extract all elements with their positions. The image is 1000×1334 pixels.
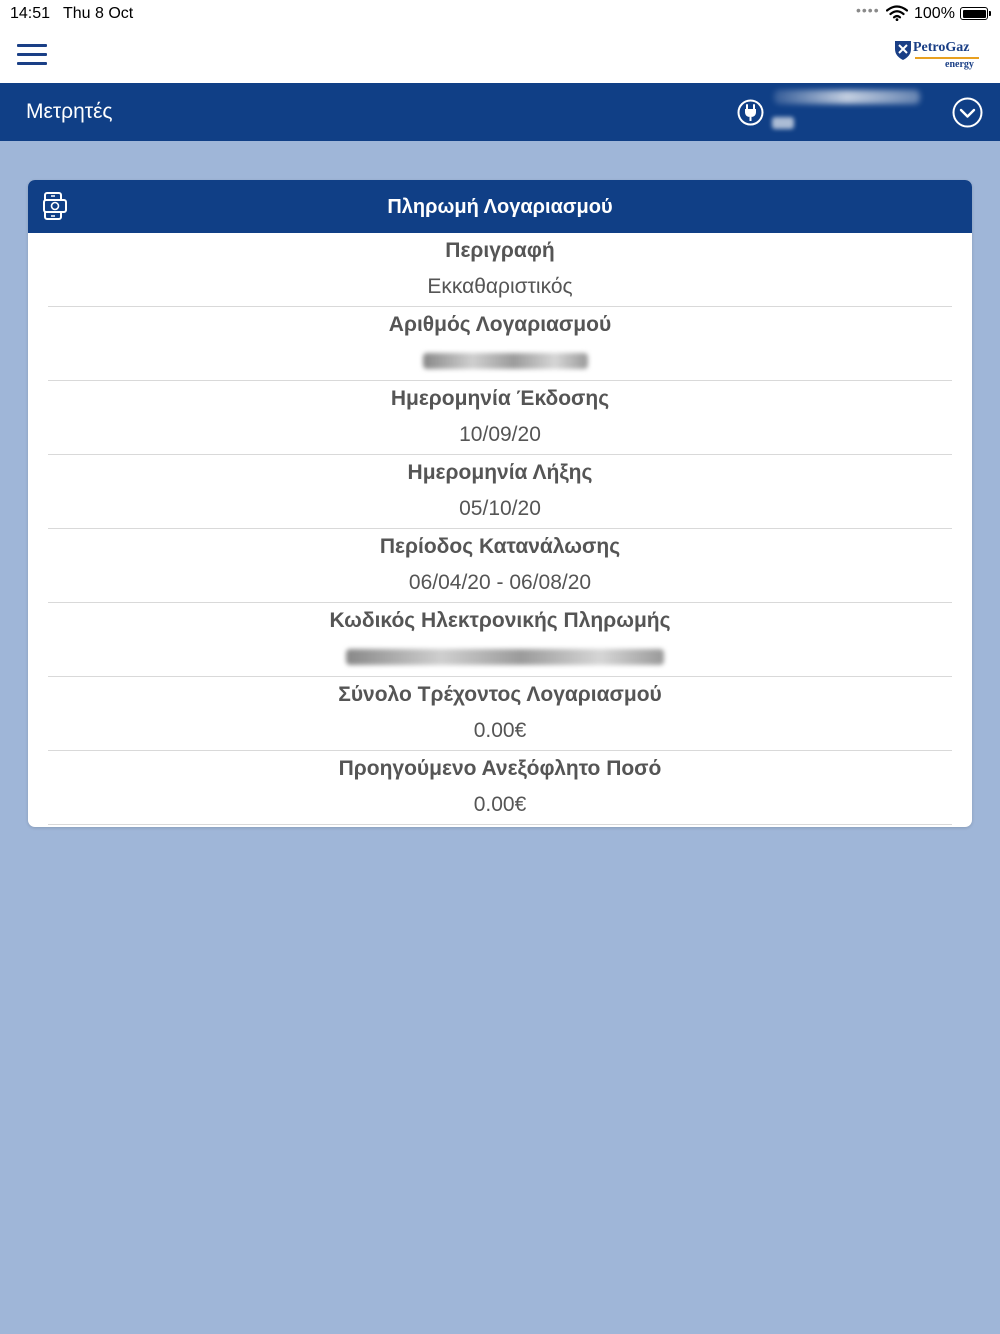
account-number-redacted — [423, 353, 588, 369]
row-current-total — [48, 677, 952, 751]
petrogaz-logo — [893, 39, 983, 73]
row-issue-date — [48, 381, 952, 455]
wifi-icon — [886, 5, 908, 26]
issue-date-label: Ημερομηνία Έκδοσης — [390, 387, 610, 410]
payment-code-label: Κωδικός Ηλεκτρονικής Πληρωμής — [329, 609, 671, 632]
card-title: Πληρωμή Λογαριασμού — [387, 196, 613, 218]
bill-details-list — [48, 233, 952, 825]
top-bar — [0, 28, 1000, 83]
description-label: Περιγραφή — [445, 239, 555, 262]
due-date-label: Ημερομηνία Λήξης — [407, 461, 593, 484]
row-account-number — [48, 307, 952, 381]
previous-unpaid-value: 0.00€ — [473, 793, 527, 816]
battery-icon — [960, 7, 988, 20]
meter-id-redacted — [774, 90, 920, 104]
status-date: Thu 8 Oct — [63, 5, 134, 22]
meters-nav-bar — [0, 83, 1000, 141]
account-number-label: Αριθμός Λογαριασμού — [388, 313, 612, 336]
consumption-period-value: 06/04/20 - 06/08/20 — [408, 571, 592, 594]
logo-brand: PetroGaz — [913, 40, 970, 55]
consumption-period-label: Περίοδος Κατανάλωσης — [379, 535, 621, 558]
bill-payment-card — [28, 180, 972, 827]
signal-dots-icon: •••• — [856, 2, 880, 18]
row-description — [48, 233, 952, 307]
hamburger-menu-icon[interactable] — [17, 44, 47, 66]
battery-percent: 100% — [914, 5, 955, 22]
chevron-down-circle-icon[interactable] — [952, 97, 983, 128]
payment-code-redacted — [346, 649, 664, 665]
row-payment-code — [48, 603, 952, 677]
status-bar — [0, 0, 1000, 28]
card-header — [28, 180, 972, 233]
issue-date-value: 10/09/20 — [459, 423, 541, 446]
meter-sub-redacted — [772, 117, 794, 129]
row-due-date — [48, 455, 952, 529]
description-value: Εκκαθαριστικός — [427, 275, 573, 298]
current-total-value: 0.00€ — [473, 719, 527, 742]
row-consumption-period — [48, 529, 952, 603]
logo-sub: energy — [945, 59, 974, 70]
page-title: Μετρητές — [26, 100, 113, 123]
row-previous-unpaid — [48, 751, 952, 825]
battery-tip — [989, 11, 991, 16]
plug-icon — [737, 99, 764, 126]
due-date-value: 05/10/20 — [459, 497, 541, 520]
logo-shield-icon — [893, 39, 913, 61]
current-total-label: Σύνολο Τρέχοντος Λογαριασμού — [338, 683, 662, 706]
status-time: 14:51 — [10, 5, 51, 22]
previous-unpaid-label: Προηγούμενο Ανεξόφλητο Ποσό — [338, 757, 662, 780]
